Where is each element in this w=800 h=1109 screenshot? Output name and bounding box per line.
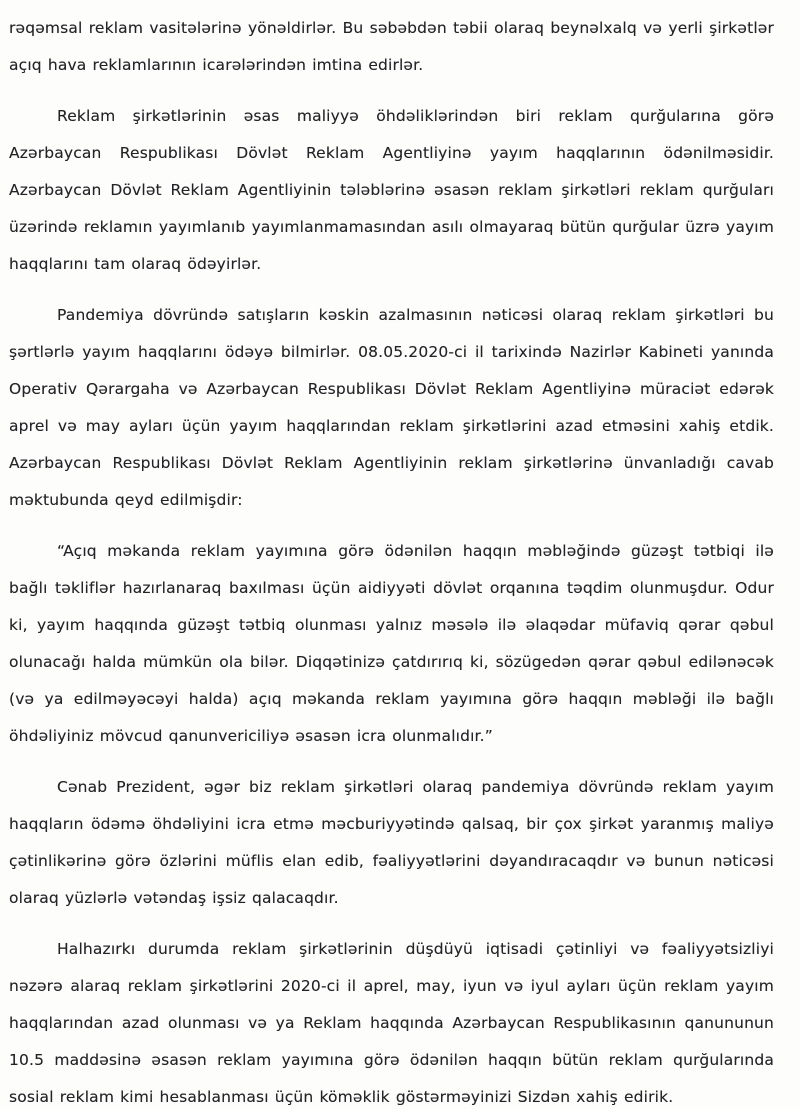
paragraph-pandemic-request: Pandemiya dövründə satışların kəskin azalmasının nəticəsi olaraq reklam şirkətləri bu şərtlərlə yayım haqqlarını ödəyə bilmirlər. 08.05.2020-ci il tarixində Nazirlər Kabineti yanında Operativ Qərargaha və Azərbaycan Respublikası Dövlət Reklam Agentliyinə müraciət edərək aprel və may ayları üçün yayım haqqlarından reklam şirkətlərini azad etməsini xahiş etdik. Azərbaycan Respublikası Dövlət Reklam Agentliyinin reklam şirkətlərinə ünvanladığı cavab məktubunda qeyd edilmişdir: xyxy=(9,306,774,509)
paragraph-appeal-to-president: Cənab Prezident, əgər biz reklam şirkətləri olaraq pandemiya dövründə reklam yayım haqqların ödəmə öhdəliyini icra etmə məcburiyyətində qalsaq, bir çox şirkət yaranmış maliyə çətinlikərinə görə özlərini müflis elan edib, fəaliyyətlərini dəyandıracaqdır və bunun nəticəsi olaraq yüzlərlə vətəndaş işsiz qalacaqdır. xyxy=(9,778,774,907)
paragraph-payment-obligations: Reklam şirkətlərinin əsas maliyyə öhdəliklərindən biri reklam qurğularına görə Azərbaycan Respublikası Dövlət Reklam Agentliyinə yayım haqqlarının ödənilməsidir. Azərbaycan Dövlət Reklam Agentliyinin tələblərinə əsasən reklam şirkətləri reklam qurğuları üzərində reklamın yayımlanıb yayımlanmamasından asılı olmayaraq bütün qurğular üzrə yayım haqqlarını tam olaraq ödəyirlər. xyxy=(9,107,774,273)
paragraph-final-request: Halhazırkı durumda reklam şirkətlərinin düşdüyü iqtisadi çətinliyi və fəaliyyətsizliyi nəzərə alaraq reklam şirkətlərini 2020-ci il aprel, may, iyun və iyul ayları üçün reklam yayım haqqlarından azad olunması və ya Reklam haqqında Azərbaycan Respublikasının qanununun 10.5 maddəsinə əsasən reklam yayımına görə ödənilən haqqın bütün reklam qurğularında sosial reklam kimi hesablanması üçün köməklik göstərməyinizi Sizdən xahiş edirik. xyxy=(9,940,774,1106)
paragraph-agency-reply-quote: “Açıq məkanda reklam yayımına görə ödənilən haqqın məbləğində güzəşt tətbiqi ilə bağlı təkliflər hazırlanaraq baxılması üçün aidiyyəti dövlət orqanına təqdim olunmuşdur. Odur ki, yayım haqqında güzəşt tətbiq olunması yalnız məsələ ilə əlaqədar müfaviq qərar qəbul olunacağı halda mümkün ola bilər. Diqqətinizə çatdırırıq ki, sözügedən qərar qəbul edilənəcək (və ya edilməyəcəyi halda) açıq məkanda reklam yayımına görə haqqın məbləği ilə bağlı öhdəliyiniz mövcud qanunvericiliyə əsasən icra olunmalıdır.” xyxy=(9,542,774,745)
paragraph-continuation: rəqəmsal reklam vasitələrinə yönəldirlər. Bu səbəbdən təbii olaraq beynəlxalq və yerli şirkətlər açıq hava reklamlarının icarələrindən imtina edirlər. xyxy=(9,19,774,74)
